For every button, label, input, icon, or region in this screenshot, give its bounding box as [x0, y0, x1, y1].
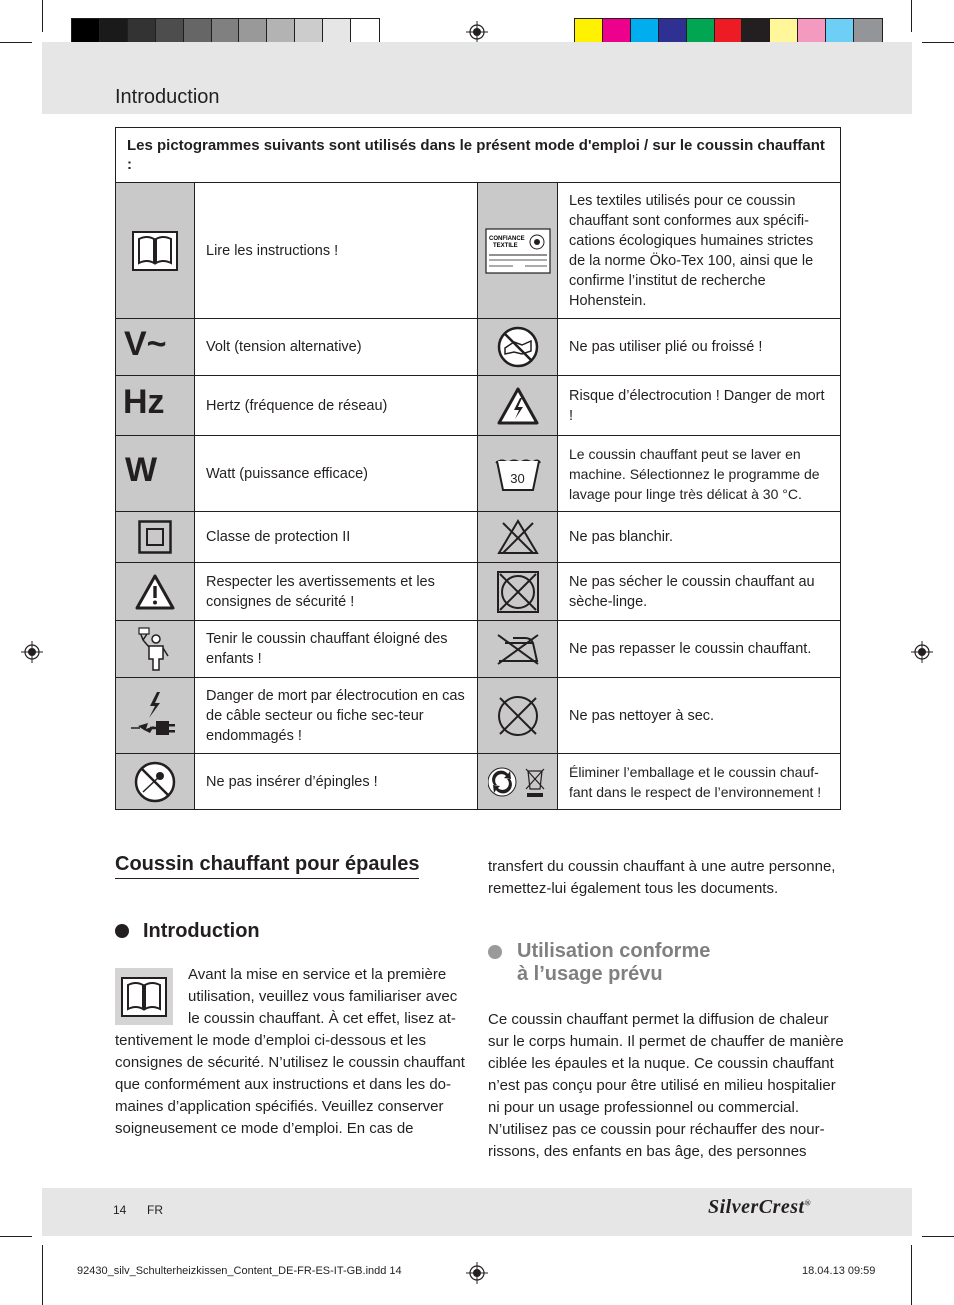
- table-row: [116, 436, 841, 512]
- table-cell-icon: [478, 512, 558, 563]
- table-cell-text: Ne pas sécher le coussin chauffant au sèche-linge.: [558, 563, 841, 621]
- registration-mark-icon: [911, 641, 933, 663]
- crop-mark: [911, 0, 912, 32]
- no-dry-clean-icon: [496, 694, 540, 738]
- slug-file-info: 92430_silv_Schulterheizkissen_Content_DE-FR-ES-IT-GB.indd 14: [77, 1265, 402, 1277]
- keep-away-children-icon: [138, 626, 172, 672]
- oeko-tex-label-icon: [485, 228, 551, 274]
- text-line: transfert du coussin chauffant à une autre personne,: [488, 858, 836, 875]
- text-line: N’utilisez pas ce coussin pour réchauffer des nour-: [488, 1121, 825, 1138]
- slug-date: 18.04.13 09:59: [802, 1265, 876, 1277]
- crop-mark: [0, 42, 32, 43]
- bullet-icon: [488, 945, 502, 959]
- table-cell-icon: [116, 621, 195, 678]
- table-cell-icon: [116, 512, 195, 563]
- brand-logo: [708, 1196, 811, 1219]
- table-header-row: [116, 128, 841, 183]
- table-cell-icon: [478, 183, 558, 319]
- watt-symbol: W: [125, 451, 158, 489]
- book-icon: [121, 977, 167, 1017]
- table-cell-text: Ne pas utiliser plié ou froissé !: [558, 319, 841, 376]
- no-ironing-icon: [495, 633, 541, 665]
- registration-mark-icon: [466, 21, 488, 43]
- bullet-icon: [115, 924, 129, 938]
- subsection-heading: Introduction: [143, 920, 260, 942]
- table-cell-icon: [478, 436, 558, 512]
- text-line: soigneusement ce mode d’emploi. En cas de: [115, 1120, 414, 1137]
- table-row: [116, 563, 841, 621]
- subsection-heading: à l’usage prévu: [517, 963, 663, 985]
- table-row: [116, 512, 841, 563]
- table-cell-icon: [116, 376, 195, 436]
- warning-triangle-icon: [134, 573, 176, 611]
- crop-mark: [911, 1245, 912, 1305]
- table-cell-text: Éliminer l’emballage et le coussin chauf-fant dans le respect de l’environnement !: [558, 754, 841, 810]
- language-code: FR: [147, 1203, 164, 1217]
- book-icon-box: [115, 968, 173, 1025]
- table-cell-icon: [116, 436, 195, 512]
- book-icon: [132, 231, 178, 271]
- table-cell-text: Les textiles utilisés pour ce coussin chauffant sont conformes aux spécifi-cations écologiques humaines strictes de la norme Öko-Tex 100, ainsi que le confirme l’institut de recherche Hohenstein.: [558, 183, 841, 319]
- table-cell-text: Danger de mort par électrocution en cas de câble secteur ou fiche sec-teur endommagés !: [195, 678, 478, 754]
- text-line: Avant la mise en service et la première: [188, 966, 447, 983]
- table-cell-icon: [478, 376, 558, 436]
- table-cell-icon: [116, 754, 195, 810]
- table-cell-icon: [478, 319, 558, 376]
- text-line: ciblée les épaules et la nuque. Ce coussin chauffant: [488, 1055, 834, 1072]
- table-row: [116, 678, 841, 754]
- table-cell-icon: [116, 183, 195, 319]
- table-cell-text: Ne pas insérer d’épingles !: [195, 754, 478, 810]
- registration-mark-icon: [21, 641, 43, 663]
- hertz-symbol: Hz: [123, 383, 165, 421]
- table-cell-text: Classe de protection II: [195, 512, 478, 563]
- table-cell-text: Le coussin chauffant peut se laver en machine. Sélectionnez le programme de lavage pour linge très délicat à 30 °C.: [558, 436, 841, 512]
- no-pins-icon: [134, 761, 176, 803]
- brand-name: SilverCrest: [708, 1196, 805, 1218]
- table-cell-text: Ne pas blanchir.: [558, 512, 841, 563]
- table-cell-icon: [478, 563, 558, 621]
- page-number-value: 14: [113, 1203, 127, 1217]
- table-heading: Les pictogrammes suivants sont utilisés dans le présent mode d'emploi / sur le coussin chauffant :: [116, 128, 841, 183]
- subsection-heading: Utilisation conforme: [517, 940, 711, 962]
- table-cell-icon: [478, 621, 558, 678]
- text-line: Ce coussin chauffant permet la diffusion de chaleur: [488, 1011, 829, 1028]
- table-cell-text: Risque d’électrocution ! Danger de mort !: [558, 376, 841, 436]
- text-line: remettez-lui également tous les documents.: [488, 880, 779, 897]
- crop-mark: [42, 0, 43, 32]
- text-line: maines d’application spécifiés. Veuillez conserver: [115, 1098, 444, 1115]
- registered-mark: ®: [804, 1198, 812, 1208]
- electric-shock-warning-icon: [496, 386, 540, 426]
- text-line: sur le corps humain. Il permet de chauffer de manière: [488, 1033, 844, 1050]
- table-row: [116, 319, 841, 376]
- table-cell-text: Lire les instructions !: [195, 183, 478, 319]
- section-heading: Coussin chauffant pour épaules: [115, 852, 419, 879]
- table-cell-icon: [478, 754, 558, 810]
- pictogram-table: [115, 127, 841, 810]
- table-cell-text: Volt (tension alternative): [195, 319, 478, 376]
- registration-mark-icon: [466, 1262, 488, 1284]
- text-line: tentivement le mode d’emploi ci-dessous et les: [115, 1032, 426, 1049]
- protection-class-ii-icon: [138, 520, 172, 554]
- table-row: [116, 376, 841, 436]
- crop-mark: [42, 1245, 43, 1305]
- text-line: consignes de sécurité. N’utilisez le coussin chauffant: [115, 1054, 465, 1071]
- no-tumble-dry-icon: [496, 570, 540, 614]
- table-cell-text: Hertz (fréquence de réseau): [195, 376, 478, 436]
- crop-mark: [0, 1236, 32, 1237]
- svg-text:TEXTILE: TEXTILE: [492, 242, 518, 249]
- recycle-disposal-icon: [488, 765, 548, 799]
- table-cell-icon: [478, 678, 558, 754]
- crop-mark: [922, 1236, 954, 1237]
- no-folding-icon: [497, 326, 539, 368]
- svg-text:CONFIANCE: CONFIANCE: [488, 235, 525, 242]
- page-title: Introduction: [115, 86, 220, 108]
- table-cell-icon: [116, 563, 195, 621]
- table-cell-icon: [116, 678, 195, 754]
- table-cell-text: Watt (puissance efficace): [195, 436, 478, 512]
- table-cell-icon: [116, 319, 195, 376]
- page-number: [113, 1203, 163, 1217]
- text-line: le coussin chauffant. À cet effet, lisez at-: [188, 1010, 456, 1027]
- wash-temperature: 30: [510, 470, 525, 486]
- text-line: rissons, des enfants en bas âge, des personnes: [488, 1143, 807, 1160]
- table-row: [116, 621, 841, 678]
- no-bleach-icon: [497, 519, 539, 555]
- table-cell-text: Ne pas repasser le coussin chauffant.: [558, 621, 841, 678]
- text-line: utilisation, veuillez vous familiariser avec: [188, 988, 458, 1005]
- table-cell-text: Respecter les avertissements et les consignes de sécurité !: [195, 563, 478, 621]
- table-cell-text: Ne pas nettoyer à sec.: [558, 678, 841, 754]
- text-line: que conformément aux instructions et dans les do-: [115, 1076, 452, 1093]
- table-row: [116, 183, 841, 319]
- damaged-cable-danger-icon: [130, 690, 180, 742]
- table-cell-text: Tenir le coussin chauffant éloigné des enfants !: [195, 621, 478, 678]
- text-line: n’est pas conçu pour être utilisé en milieu hospitalier: [488, 1077, 836, 1094]
- text-line: ni pour un usage professionnel ou commercial.: [488, 1099, 800, 1116]
- volt-symbol: V~: [124, 324, 167, 363]
- table-row: [116, 754, 841, 810]
- crop-mark: [922, 42, 954, 43]
